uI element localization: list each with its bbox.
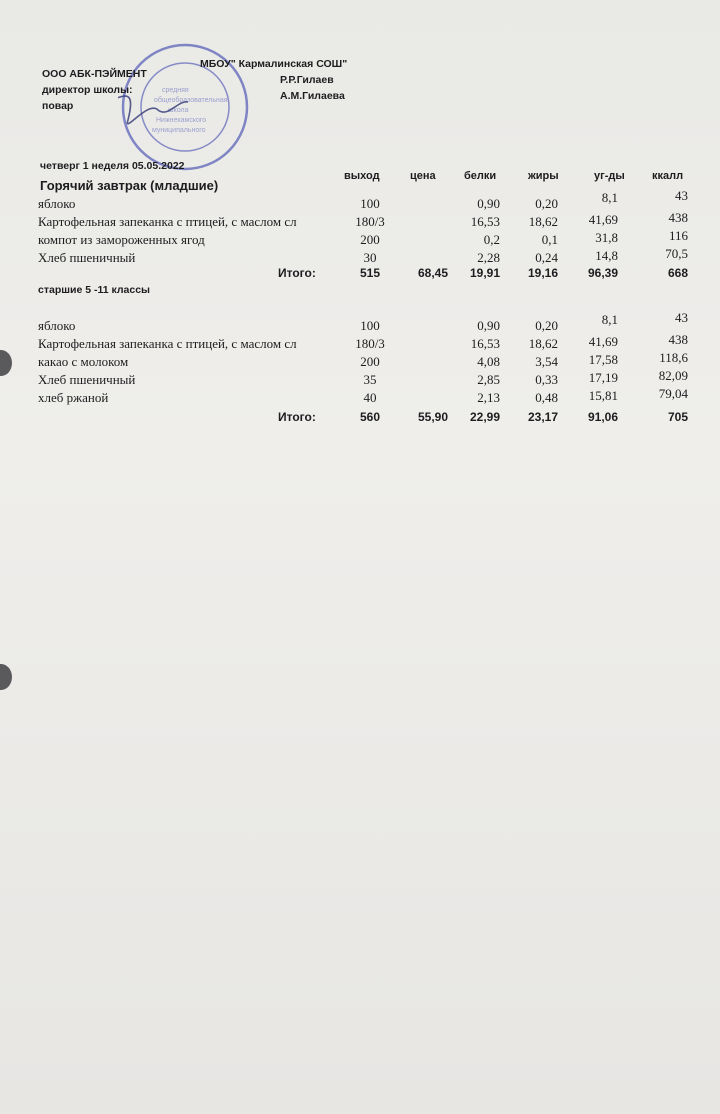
svg-text:средняя: средняя — [162, 87, 189, 94]
item-fat: 0,48 — [535, 390, 558, 405]
item-protein: 16,53 — [470, 336, 500, 351]
total-price: 55,90 — [417, 410, 448, 424]
item-fat: 0,24 — [535, 250, 558, 265]
item-out: 100 — [360, 318, 380, 333]
item-carbs: 14,8 — [595, 248, 618, 263]
item-kcal: 43 — [675, 188, 688, 203]
item-protein: 0,2 — [483, 232, 500, 247]
item-carbs: 15,81 — [588, 388, 618, 403]
cook-label: повар — [42, 100, 74, 112]
item-carbs: 17,19 — [588, 370, 618, 385]
date-line: четверг 1 неделя 05.05.2022 — [40, 160, 185, 172]
total-label: Итого: — [278, 410, 316, 424]
director-label: директор школы: — [42, 84, 133, 96]
col-header-price: цена — [410, 170, 436, 182]
item-protein: 0,90 — [477, 318, 500, 333]
item-name: Картофельная запеканка с птицей, с маслом сл — [38, 336, 297, 351]
total-out: 515 — [359, 266, 381, 280]
item-protein: 2,28 — [477, 250, 500, 265]
item-carbs: 41,69 — [588, 212, 618, 227]
item-fat: 0,20 — [535, 196, 558, 211]
item-carbs: 8,1 — [601, 190, 618, 205]
total-kcal: 668 — [667, 266, 688, 280]
item-fat: 3,54 — [535, 354, 558, 369]
item-kcal: 70,5 — [665, 246, 688, 261]
total-row — [0, 410, 720, 428]
total-fat: 23,17 — [527, 410, 558, 424]
item-carbs: 17,58 — [588, 352, 618, 367]
item-protein: 2,13 — [477, 390, 500, 405]
item-name: Хлеб пшеничный — [38, 372, 136, 387]
svg-text:муниципального: муниципального — [152, 127, 206, 134]
item-out: 40 — [363, 390, 377, 405]
item-out: 180/3 — [355, 336, 385, 351]
item-name: компот из замороженных ягод — [38, 232, 205, 247]
item-protein: 0,90 — [477, 196, 500, 211]
item-out: 200 — [360, 354, 380, 369]
item-name: яблоко — [38, 196, 76, 211]
item-out: 30 — [363, 250, 377, 265]
item-name: Хлеб пшеничный — [38, 250, 136, 265]
total-protein: 22,99 — [469, 410, 500, 424]
item-kcal: 43 — [675, 310, 688, 325]
item-protein: 16,53 — [470, 214, 500, 229]
svg-text:общеобразовательная: общеобразовательная — [154, 97, 228, 104]
item-fat: 0,1 — [541, 232, 558, 247]
item-kcal: 438 — [668, 332, 688, 347]
item-protein: 4,08 — [477, 354, 500, 369]
total-price: 68,45 — [417, 266, 448, 280]
section-title-junior: Горячий завтрак (младшие) — [40, 178, 219, 193]
item-kcal: 438 — [668, 210, 688, 225]
item-out: 200 — [360, 232, 380, 247]
total-protein: 19,91 — [469, 266, 500, 280]
item-protein: 2,85 — [477, 372, 500, 387]
col-header-fat: жиры — [528, 170, 559, 182]
total-label: Итого: — [278, 266, 316, 280]
item-kcal: 82,09 — [658, 368, 688, 383]
item-name: Картофельная запеканка с птицей, с маслом сл — [38, 214, 297, 229]
item-fat: 18,62 — [528, 336, 558, 351]
total-fat: 19,16 — [527, 266, 558, 280]
item-out: 35 — [363, 372, 377, 387]
total-carbs: 96,39 — [587, 266, 618, 280]
total-carbs: 91,06 — [587, 410, 618, 424]
col-header-kcal: ккалл — [652, 170, 684, 182]
item-name: хлеб ржаной — [38, 390, 109, 405]
svg-text:Нижнекамского: Нижнекамского — [156, 117, 207, 124]
director-name: Р.Р.Гилаев — [280, 74, 334, 86]
item-carbs: 31,8 — [595, 230, 618, 245]
total-out: 560 — [359, 410, 381, 424]
svg-text:школа: школа — [168, 107, 189, 114]
total-kcal: 705 — [667, 410, 688, 424]
item-out: 180/3 — [355, 214, 385, 229]
col-header-carbs: уг-ды — [594, 170, 625, 182]
org-right: МБОУ" Кармалинская СОШ" — [200, 58, 348, 70]
item-kcal: 116 — [668, 228, 688, 243]
cook-name: А.М.Гилаева — [280, 90, 345, 102]
item-out: 100 — [360, 196, 380, 211]
item-name: яблоко — [38, 318, 76, 333]
section-title-senior: старшие 5 -11 классы — [38, 284, 151, 296]
item-kcal: 79,04 — [658, 386, 688, 401]
item-carbs: 41,69 — [588, 334, 618, 349]
total-row — [0, 266, 720, 284]
col-header-out: выход — [344, 170, 380, 182]
item-carbs: 8,1 — [601, 312, 618, 327]
org-left: ООО АБК-ПЭЙМЕНТ — [42, 68, 147, 80]
col-header-protein: белки — [464, 170, 497, 182]
item-fat: 0,33 — [535, 372, 558, 387]
item-fat: 0,20 — [535, 318, 558, 333]
item-name: какао с молоком — [38, 354, 129, 369]
item-fat: 18,62 — [528, 214, 558, 229]
item-kcal: 118,6 — [659, 350, 688, 365]
table-row — [0, 386, 720, 408]
